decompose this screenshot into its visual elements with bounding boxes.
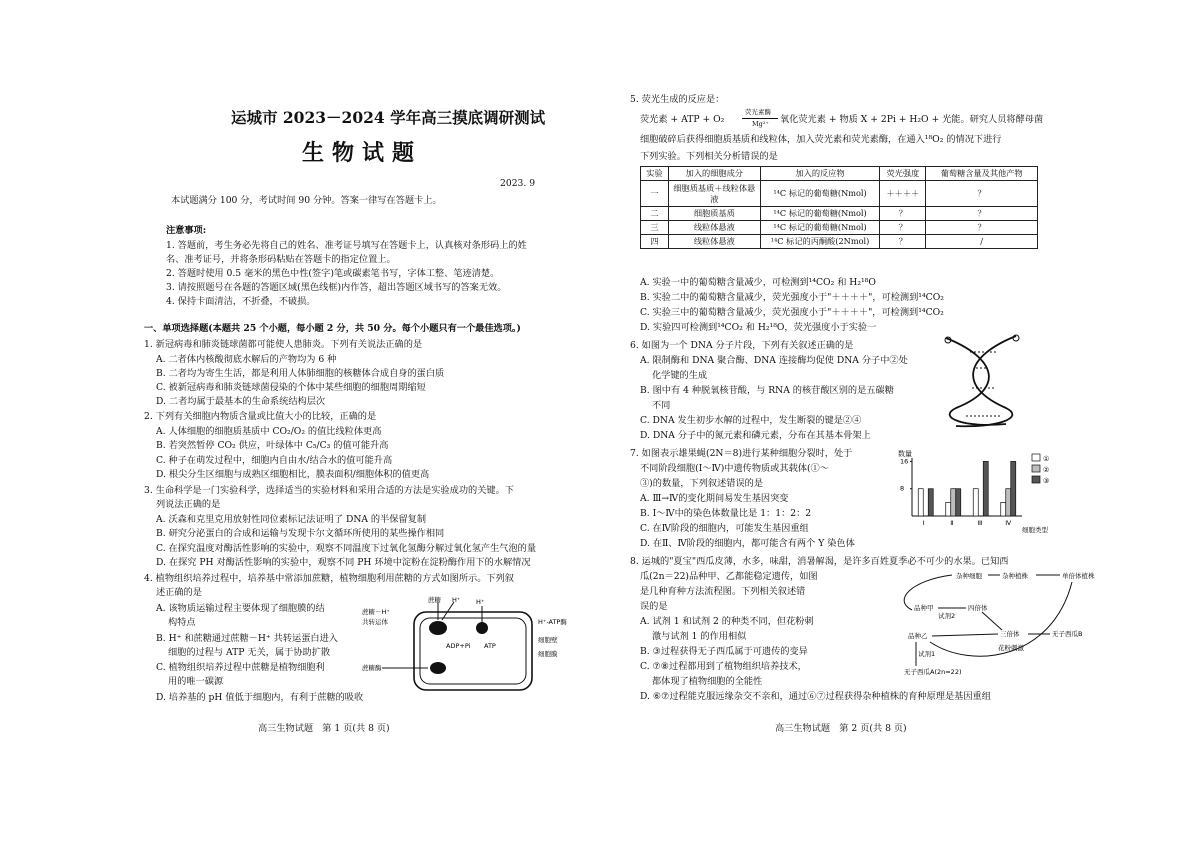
table-cell: ？	[926, 221, 1038, 235]
q1-option-d: D. 二者均属于最基本的生命系统结构层次	[156, 396, 326, 407]
table-cell: 二	[641, 207, 669, 221]
q5-desc-1: 细胞破碎后获得细胞质基质和线粒体，加入荧光素和荧光素酶，在通入¹⁸O₂ 的情况下进行	[640, 134, 1002, 145]
q1-option-b: B. 二者均为寄生生活，都是利用人体肺细胞的核糖体合成自身的蛋白质	[156, 368, 445, 379]
legend-swatch	[1032, 465, 1040, 472]
bar-2-series-2	[951, 489, 956, 516]
q5-experiment-table	[640, 166, 1038, 249]
bar-1-series-3	[928, 489, 933, 516]
dna-strand-1	[946, 338, 1006, 425]
pollen-stimulus-label: 花粉刺激	[998, 644, 1024, 652]
q1-stem: 1. 新冠病毒和肺炎链球菌都可能使人患肺炎。下列有关说法正确的是	[144, 339, 423, 350]
sucrose-h-label: 蔗糖－H⁺	[362, 608, 390, 616]
adp-pi-label: ADP+Pi	[446, 642, 471, 650]
q5-equation-right: 氧化荧光素 + 物质 X + 2Pi + H₂O + 光能。研究人员将酵母菌	[780, 114, 1044, 125]
table-cell: ¹⁴C 标记的丙酮酸(2Nmol)	[760, 235, 880, 249]
q6-option-a: A. 限制酶和 DNA 聚合酶、DNA 连接酶均促使 DNA 分子中②处	[640, 355, 908, 366]
hybrid-cell-label: 杂种细胞	[956, 572, 982, 580]
triploid-label: 三倍体	[1000, 630, 1020, 638]
notice-2: 2. 答题时使用 0.5 毫米的黑色中性(签字)笔或碳素笔书写，字体工整、笔迹清楚。	[166, 268, 500, 279]
sucrose-transport-figure	[362, 594, 584, 704]
q4-option-a: A. 该物质运输过程主要体现了细胞膜的结	[156, 603, 325, 614]
table-cell: 细胞质基质＋线粒体悬液	[668, 181, 760, 207]
q6-stem: 6. 如图为一个 DNA 分子片段，下列有关叙述正确的是	[630, 340, 854, 351]
page-2	[600, 0, 1200, 849]
q8-option-a-cont: 激与试剂 1 的作用相似	[652, 631, 747, 642]
bar-4-series-3	[1011, 461, 1016, 516]
table-row	[641, 207, 1038, 221]
q5-option-c: C. 实验三中的葡萄糖含量减少，荧光强度小于"＋＋＋＋"，可检测到¹⁴CO₂	[640, 307, 944, 318]
q8-stem: 8. 运城的"夏宝"西瓜皮薄，水多，味甜，消暑解渴，是许多百姓夏季必不可少的水果。已知西	[630, 556, 1009, 567]
table-cell: ？	[880, 221, 926, 235]
table-cell: ＋＋＋＋	[880, 181, 926, 207]
exam-date: 2023. 9	[500, 178, 536, 189]
page-footer-2: 高三生物试题 第 2 页(共 8 页)	[775, 723, 907, 734]
table-cell: ¹⁴C 标记的葡萄糖(Nmol)	[760, 207, 880, 221]
q5-equation-left: 荧光素 + ATP + O₂	[640, 114, 725, 125]
table-cell: 一	[641, 181, 669, 207]
q5-stem: 5. 荧光生成的反应是：	[630, 94, 725, 105]
chart-xlabel: 细胞类型	[1022, 526, 1048, 534]
q8-option-a: A. 试剂 1 和试剂 2 的种类不同，但花粉刺	[640, 616, 814, 627]
q5-option-b: B. 实验二中的葡萄糖含量减少，荧光强度小于"＋＋＋＋"，可检测到¹⁴CO₂	[640, 292, 944, 303]
seedless-a-label: 无子西瓜A(2n=22)	[904, 668, 962, 676]
q6-option-d: D. DNA 分子中的氮元素和磷元素，分布在其基本骨架上	[640, 430, 871, 441]
strain-b-label: 品种乙	[908, 632, 928, 640]
q4-option-b: B. H⁺ 和蔗糖通过蔗糖－H⁺ 共转运蛋白进入	[156, 633, 338, 644]
notice-heading: 注意事项:	[166, 225, 207, 236]
table-cell: 四	[641, 235, 669, 249]
subject-title: 生物试题	[302, 140, 423, 166]
seedless-b-label: 无子西瓜B	[1052, 630, 1083, 638]
sucrose-label: 蔗糖	[428, 596, 441, 604]
bar-2-series-1	[946, 502, 951, 516]
reagent-1-label: 试剂1	[918, 650, 936, 658]
q6-option-a-cont: 化学键的生成	[652, 370, 708, 381]
q4-option-c: C. 植物组织培养过程中蔗糖是植物细胞利	[156, 662, 325, 673]
q3-option-c: C. 在探究温度对酶活性影响的实验中，观察不同温度下过氧化氢酶分解过氧化氢产生气泡的量	[156, 543, 537, 554]
section-heading: 一、单项选择题(本题共 25 个小题，每小题 2 分，共 50 分。每个小题只有一个最佳选项。)	[144, 323, 521, 334]
h-atpase-label: H⁺-ATP酶	[538, 618, 567, 626]
q5-option-a: A. 实验一中的葡萄糖含量减少，可检测到¹⁴CO₂ 和 H₂¹⁸O	[640, 277, 876, 288]
q6-option-b: B. 图中有 4 种脱氧核苷酸，与 RNA 的核苷酸区别的是五碳糖	[640, 385, 894, 396]
exam-title: 运城市 2023－2024 学年高三摸底调研测试	[231, 108, 546, 127]
flow-arrow	[932, 634, 998, 636]
q6-option-c: C. DNA 发生初步水解的过程中，发生断裂的键是②④	[640, 415, 862, 426]
x-tick-label: Ⅲ	[977, 519, 983, 527]
chart-bars	[900, 457, 1016, 527]
q7-option-a: A. Ⅲ→Ⅳ的变化期间易发生基因突变	[640, 493, 789, 504]
legend-swatch	[1032, 454, 1040, 461]
hybrid-plant-label: 杂种植株	[1002, 572, 1028, 580]
table-cell: 线粒体悬液	[668, 221, 760, 235]
table-header: 加入的细胞成分	[668, 167, 760, 181]
table-cell: ？	[926, 207, 1038, 221]
strain-a-label: 品种甲	[914, 604, 934, 612]
y-tick-label: 16	[900, 457, 909, 466]
table-cell: ？	[926, 181, 1038, 207]
haploid-plant-label: 单倍体植株	[1062, 572, 1095, 580]
x-tick-label: Ⅰ	[922, 519, 925, 527]
table-header: 加入的反应物	[760, 167, 880, 181]
q3-option-a: A. 沃森和克里克用放射性同位素标记法证明了 DNA 的半保留复制	[156, 514, 427, 525]
dna-strand-2	[956, 336, 1016, 426]
flow-arrow	[982, 612, 1002, 630]
q2-option-d: D. 根尖分生区细胞与成熟区细胞相比，膜表面积/细胞体积的值更高	[156, 469, 430, 480]
q2-option-b: B. 若突然暂停 CO₂ 供应，叶绿体中 C₅/C₃ 的值可能升高	[156, 440, 389, 451]
y-tick-label: 8	[900, 484, 905, 493]
bar-4-series-1	[1001, 502, 1006, 516]
table-cell: ¹⁴C 标记的葡萄糖(Nmol)	[760, 221, 880, 235]
q8-stem-cont-3: 误的是	[640, 601, 668, 612]
table-row	[641, 235, 1038, 249]
q5-desc-2: 下列实验。下列相关分析错误的是	[640, 151, 778, 162]
legend-label: ③	[1043, 477, 1050, 485]
cotransporter-shape	[429, 621, 447, 635]
tetraploid-label: 四倍体	[968, 604, 988, 612]
q8-stem-cont-1: 瓜(2n＝22)品种甲、乙都能稳定遗传，如图	[640, 571, 818, 582]
q3-stem-cont: 列说法正确的是	[156, 499, 221, 510]
x-tick-label: Ⅱ	[950, 519, 954, 527]
q8-option-d: D. ⑥⑦过程能克服远缘杂交不亲和，通过⑥⑦过程获得杂种植株的育种原理是基因重组	[640, 691, 991, 702]
table-row	[641, 181, 1038, 207]
q1-option-a: A. 二者体内核酸彻底水解后的产物均为 6 种	[156, 354, 337, 365]
table-header: 实验	[641, 167, 669, 181]
bar-2-series-3	[956, 489, 961, 516]
table-cell: 细胞质基质	[668, 207, 760, 221]
q4-stem-cont: 述正确的是	[156, 587, 202, 598]
exam-intro: 本试题满分 100 分，考试时间 90 分钟。答案一律写在答题卡上。	[171, 195, 442, 206]
h-outer-label: H⁺	[476, 598, 485, 606]
q1-option-c: C. 被新冠病毒和肺炎链球菌侵染的个体中某些细胞的细胞周期缩短	[156, 382, 426, 393]
q5-equation-enzyme: 荧光素酶	[745, 108, 771, 116]
h-in-arrow	[442, 602, 454, 620]
phosphate-marker	[1013, 335, 1019, 341]
q4-option-d: D. 培养基的 pH 值低于细胞内，有利于蔗糖的吸收	[156, 692, 364, 703]
q8-option-c-cont: 都体现了植物细胞的全能性	[652, 676, 763, 687]
bar-3-series-3	[983, 461, 988, 516]
reagent-2-label: 试剂2	[938, 612, 956, 620]
q3-stem: 3. 生命科学是一门实验科学，选择适当的实验材料和采用合适的方法是实验成功的关键。下	[144, 485, 514, 496]
q5-option-d: D. 实验四可检测到¹⁴CO₂ 和 H₂¹⁸O，荧光强度小于实验一	[640, 322, 877, 333]
q7-option-d: D. 在Ⅱ、Ⅳ阶段的细胞内，都可能含有两个 Y 染色体	[640, 538, 855, 549]
q7-option-c: C. 在Ⅳ阶段的细胞内，可能发生基因重组	[640, 523, 809, 534]
cotransporter-label: 共转运体	[362, 618, 388, 626]
q4-option-b-cont: 细胞的过程与 ATP 无关，属于协助扩散	[168, 647, 331, 658]
q2-stem: 2. 下列有关细胞内物质含量或比值大小的比较，正确的是	[144, 411, 377, 422]
bar-3-series-1	[973, 489, 978, 516]
table-cell: ？	[880, 235, 926, 249]
x-tick-label: Ⅳ	[1005, 519, 1012, 527]
table-cell: ？	[880, 207, 926, 221]
table-row	[641, 221, 1038, 235]
bar-4-series-2	[1006, 489, 1011, 516]
table-cell: 线粒体悬液	[668, 235, 760, 249]
bar-1-series-1	[918, 489, 923, 516]
h-label: H⁺	[452, 596, 461, 604]
q4-stem: 4. 植物组织培养过程中，培养基中常添加蔗糖，植物细胞利用蔗糖的方式如图所示。下列叙	[144, 573, 514, 584]
table-header: 葡萄糖含量及其他产物	[926, 167, 1038, 181]
legend-swatch	[1032, 476, 1040, 483]
legend-label: ①	[1043, 455, 1050, 463]
table-cell: ¹⁴C 标记的葡萄糖(Nmol)	[760, 181, 880, 207]
notice-4: 4. 保持卡面清洁，不折叠，不破损。	[166, 296, 316, 307]
q4-option-c-cont: 用的唯一碳源	[168, 676, 224, 687]
q6-option-b-cont: 不同	[652, 400, 671, 411]
q7-stem-cont-2: ③)的数量，下列叙述错误的是	[640, 478, 764, 489]
page-footer-1: 高三生物试题 第 1 页(共 8 页)	[258, 723, 390, 734]
legend-label: ②	[1043, 466, 1050, 474]
q7-option-b: B. Ⅰ～Ⅳ中的染色体数量比是 1：1：2：2	[640, 508, 812, 519]
table-header-row	[641, 167, 1038, 181]
q4-option-a-cont: 构特点	[168, 617, 196, 628]
q5-equation-arrow	[742, 118, 778, 119]
q7-stem-cont-1: 不同阶段细胞(Ⅰ～Ⅳ)中遗传物质或其载体(①～	[640, 463, 829, 474]
sucrase-shape	[430, 662, 446, 674]
sucrase-label: 蔗糖酶	[362, 664, 382, 672]
cell-membrane-label: 细胞膜	[538, 650, 558, 658]
notice-1b: 名、准考证号，并将条形码粘贴在答题卡的指定位置上。	[166, 254, 396, 265]
q2-option-c: C. 种子在萌发过程中，细胞内自由水/结合水的值可能升高	[156, 455, 393, 466]
q7-stem: 7. 如图表示雄果蝇(2N＝8)进行某种细胞分裂时，处于	[630, 448, 853, 459]
notice-1: 1. 答题前，考生务必先将自己的姓名、准考证号填写在答题卡上，认真核对条形码上的姓	[166, 240, 527, 251]
table-header: 荧光强度	[880, 167, 926, 181]
atp-label: ATP	[484, 642, 496, 650]
table-cell: /	[926, 235, 1038, 249]
chart-legend	[1032, 454, 1049, 485]
q3-option-b: B. 研究分泌蛋白的合成和运输与发现卡尔文循环所使用的某些操作相同	[156, 528, 445, 539]
table-cell: 三	[641, 221, 669, 235]
q2-option-a: A. 人体细胞的细胞质基质中 CO₂/O₂ 的值比线粒体更高	[156, 426, 382, 437]
notice-3: 3. 请按照题号在各题的答题区域(黑色线框)内作答，超出答题区域书写的答案无效。	[166, 282, 507, 293]
q5-equation-catalyst: Mg²⁺	[752, 120, 769, 128]
q8-option-c: C. ⑦⑧过程都用到了植物组织培养技术，	[640, 661, 807, 672]
chart-ylabel: 数量	[898, 450, 912, 458]
q8-stem-cont-2: 是几种育种方法流程图。下列相关叙述错	[640, 586, 806, 597]
q8-option-b: B. ③过程获得无子西瓜属于可遗传的变异	[640, 646, 808, 657]
dna-helix-figure	[936, 328, 1028, 434]
cell-wall-label: 细胞壁	[538, 636, 558, 644]
chromosome-bar-chart	[892, 446, 1072, 538]
breeding-flowchart	[852, 570, 1108, 680]
q3-option-d: D. 在探究 PH 对酶活性影响的实验中，观察不同 PH 环境中淀粉在淀粉酶作用下的水解情况	[156, 557, 531, 568]
